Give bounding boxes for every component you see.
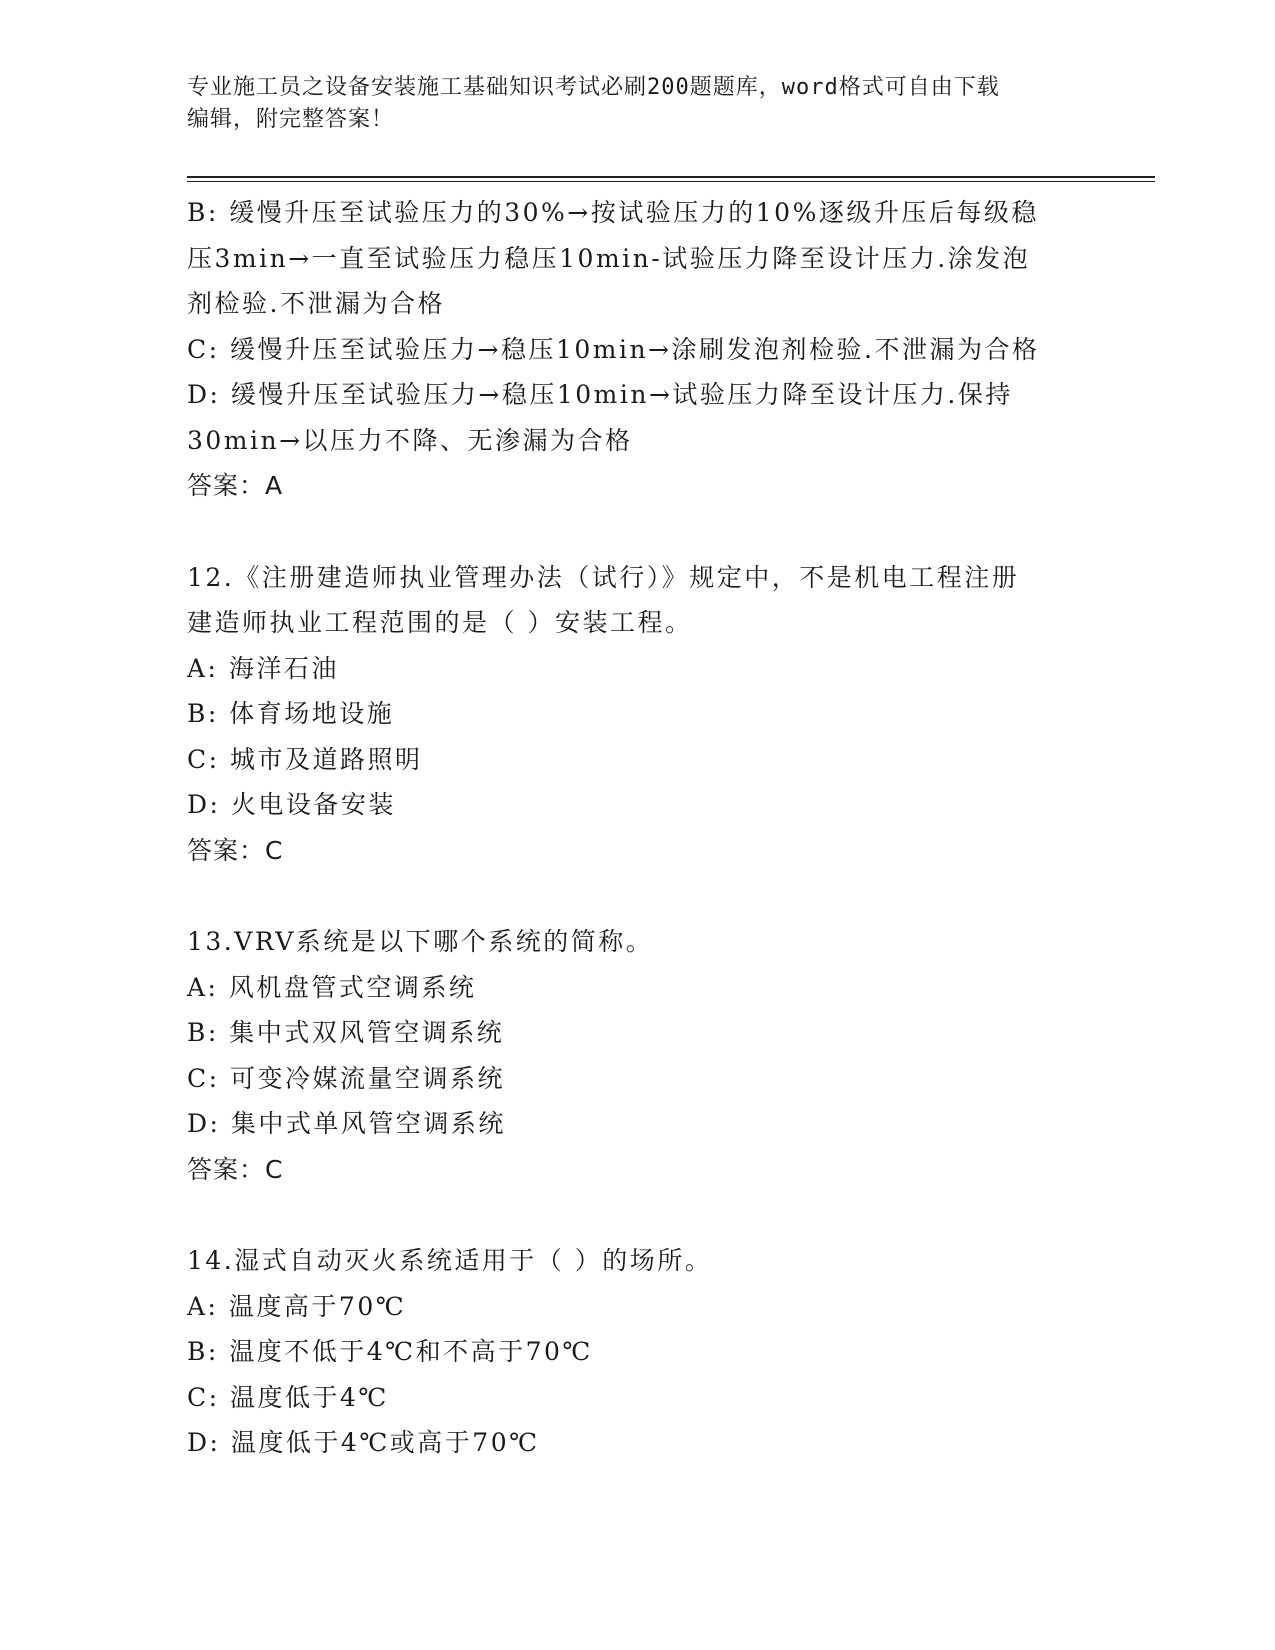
q14-option-a: A: 温度高于70℃ [187,1291,407,1321]
q13-option-b: B: 集中式双风管空调系统 [187,1018,505,1047]
q13-answer: 答案：C [187,1154,284,1184]
question-11 [187,190,1087,509]
q13-option-a: A: 风机盘管式空调系统 [187,972,477,1002]
q11-answer: 答案：A [187,471,284,500]
header-line-1: 专业施工员之设备安装施工基础知识考试必刷200题题库，word格式可自由下载 [187,75,1000,100]
q14-option-b: B: 温度不低于4℃和不高于70℃ [187,1337,593,1366]
q12-question-line-2: 建造师执业工程范围的是（ ）安装工程。 [187,608,693,637]
q11-option-d-line-2: 30min→以压力不降、无渗漏为合格 [187,425,633,455]
q11-option-d-line-1: D: 缓慢升压至试验压力→稳压10min→试验压力降至设计压力.保持 [187,380,1013,409]
spacer [187,509,1087,555]
document-header [187,72,1067,136]
q12-option-c: C: 城市及道路照明 [187,744,423,774]
header-line-2: 编辑，附完整答案！ [187,107,395,132]
q12-option-d: D: 火电设备安装 [187,790,396,819]
question-content [187,190,1087,1466]
q12-option-b: B: 体育场地设施 [187,699,395,728]
header-divider-thick [187,176,1155,178]
q14-question: 14.湿式自动灭火系统适用于（ ）的场所。 [187,1246,713,1275]
q13-option-c: C: 可变冷媒流量空调系统 [187,1063,505,1093]
question-13 [187,919,1087,1192]
header-divider-thin [187,181,1155,182]
question-12 [187,555,1087,874]
q14-option-d: D: 温度低于4℃或高于70℃ [187,1428,540,1457]
q12-answer: 答案：C [187,835,284,865]
q12-question-line-1: 12.《注册建造师执业管理办法（试行）》规定中，不是机电工程注册 [187,562,1020,592]
spacer [187,1192,1087,1238]
q14-option-c: C: 温度低于4℃ [187,1382,389,1412]
q13-question: 13.VRV系统是以下哪个系统的简称。 [187,927,654,956]
q11-option-b-line-2: 压3min→一直至试验压力稳压10min-试验压力降至设计压力.涂发泡 [187,243,1031,273]
q13-option-d: D: 集中式单风管空调系统 [187,1109,506,1138]
spacer [187,873,1087,919]
q11-option-b-line-3: 剂检验.不泄漏为合格 [187,289,445,318]
question-14 [187,1238,1087,1466]
q11-option-c: C: 缓慢升压至试验压力→稳压10min→涂刷发泡剂检验.不泄漏为合格 [187,334,1040,364]
q11-option-b-line-1: B: 缓慢升压至试验压力的30%→按试验压力的10%逐级升压后每级稳 [187,198,1039,227]
q12-option-a: A: 海洋石油 [187,653,339,683]
